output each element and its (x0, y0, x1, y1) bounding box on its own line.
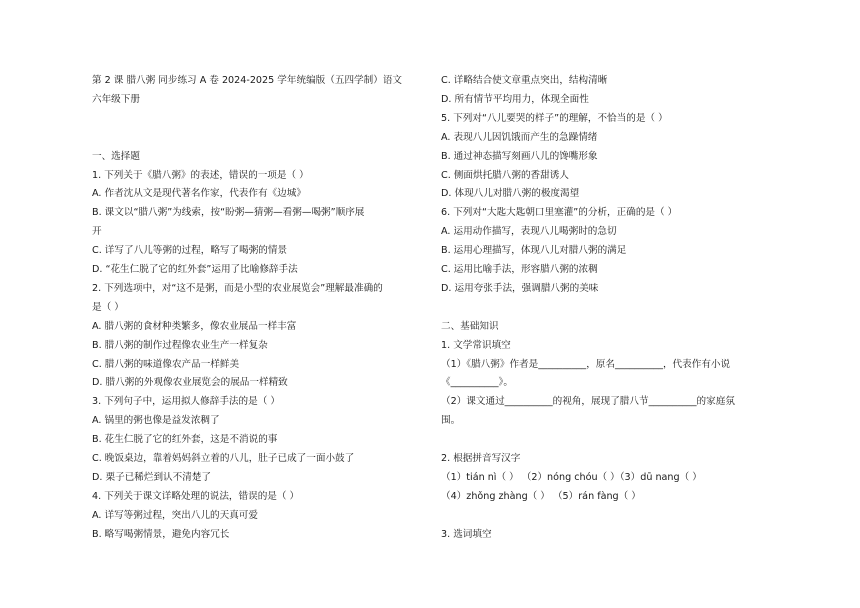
question-1-option-c: C. 详写了八儿等粥的过程，略写了喝粥的情景 (92, 245, 288, 257)
question-2-option-d: D. 腊八粥的外观像农业展览会的展品一样精致 (92, 377, 288, 389)
question-4-option-a: A. 详写等粥过程，突出八儿的天真可爱 (92, 509, 258, 521)
knowledge-3-title: 3. 选词填空 (441, 528, 492, 540)
knowledge-1-title: 1. 文学常识填空 (441, 339, 511, 351)
question-4-option-d: D. 所有情节平均用力，体现全面性 (441, 93, 589, 105)
question-6-option-b: B. 运用心理描写，体现八儿对腊八粥的满足 (441, 245, 627, 257)
knowledge-2-line1: （1）tián nì（ ） （2）nóng chóu（ ）（3）dū nang（ ） (441, 472, 702, 483)
question-4-option-c: C. 详略结合使文章重点突出，结构清晰 (441, 75, 608, 86)
question-6-option-c: C. 运用比喻手法，形容腊八粥的浓稠 (441, 264, 598, 276)
question-1-option-a: A. 作者沈从文是现代著名作家，代表作有《边城》 (92, 188, 306, 200)
question-3-option-b: B. 花生仁脱了它的红外套，这是不消说的事 (92, 434, 278, 446)
knowledge-1-line1: （1）《腊八粥》作者是__________，原名__________，代表作有小说 (441, 358, 731, 370)
question-3-option-c: C. 晚饭桌边，靠着妈妈斜立着的八儿，肚子已成了一面小鼓了 (92, 453, 355, 465)
question-1-option-d: D. “花生仁脱了它的红外套”运用了比喻修辞手法 (92, 264, 298, 276)
question-3-stem: 3. 下列句子中，运用拟人修辞手法的是（ ） (92, 396, 280, 408)
question-4-stem: 4. 下列关于课文详略处理的说法，错误的是（ ） (92, 490, 300, 502)
document-title-line1: 第 2 课 腊八粥 同步练习 A 卷 2024-2025 学年统编版（五四学制）语文 (92, 75, 403, 86)
question-2-option-a: A. 腊八粥的食材种类繁多，像农业展品一样丰富 (92, 320, 297, 332)
knowledge-1-line3: （2）课文通过__________的视角，展现了腊八节__________的家庭氛 (441, 396, 735, 408)
question-6-stem: 6. 下列对“大匙大匙朝口里塞灌”的分析，正确的是（ ） (441, 207, 678, 219)
knowledge-1-line2: 《__________》。 (441, 377, 513, 389)
right-column (441, 72, 781, 545)
question-4-option-b: B. 略写喝粥情景，避免内容冗长 (92, 528, 230, 540)
question-2-stem-cont: 是（ ） (92, 301, 124, 313)
question-1-stem: 1. 下列关于《腊八粥》的表述，错误的一项是（ ） (92, 169, 309, 181)
question-5-option-c: C. 侧面烘托腊八粥的香甜诱人 (441, 169, 569, 181)
knowledge-2-title: 2. 根据拼音写汉字 (441, 453, 521, 465)
knowledge-1-line4: 围。 (441, 415, 461, 427)
question-2-option-b: B. 腊八粥的制作过程像农业生产一样复杂 (92, 339, 268, 351)
question-2-stem: 2. 下列选项中，对“这不是粥，而是小型的农业展览会”理解最准确的 (92, 282, 383, 294)
question-3-option-a: A. 锅里的粥也像是益发浓稠了 (92, 415, 220, 427)
question-3-option-d: D. 栗子已稀烂到认不清楚了 (92, 472, 212, 484)
section-heading-basics: 二、基础知识 (441, 320, 499, 332)
question-5-option-a: A. 表现八儿因饥饿而产生的急躁情绪 (441, 131, 598, 143)
question-5-option-b: B. 通过神态描写刻画八儿的馋嘴形象 (441, 150, 598, 162)
question-1-option-b: B. 课文以“腊八粥”为线索，按“盼粥—猜粥—看粥—喝粥”顺序展 (92, 207, 365, 219)
question-5-stem: 5. 下列对“八儿要哭的样子”的理解，不恰当的是（ ） (441, 112, 668, 124)
question-6-option-a: A. 运用动作描写，表现八儿喝粥时的急切 (441, 226, 617, 238)
question-2-option-c: C. 腊八粥的味道像农产品一样鲜美 (92, 358, 240, 370)
knowledge-2-line2: （4）zhǒng zhàng（ ） （5）rán fàng（ ） (441, 490, 641, 502)
document-title-line2: 六年级下册 (92, 93, 140, 105)
section-heading-choice: 一、选择题 (92, 150, 140, 162)
question-1-option-b-cont: 开 (92, 226, 102, 238)
left-column (92, 72, 422, 545)
question-6-option-d: D. 运用夸张手法，强调腊八粥的美味 (441, 282, 599, 294)
question-5-option-d: D. 体现八儿对腊八粥的极度渴望 (441, 188, 580, 200)
